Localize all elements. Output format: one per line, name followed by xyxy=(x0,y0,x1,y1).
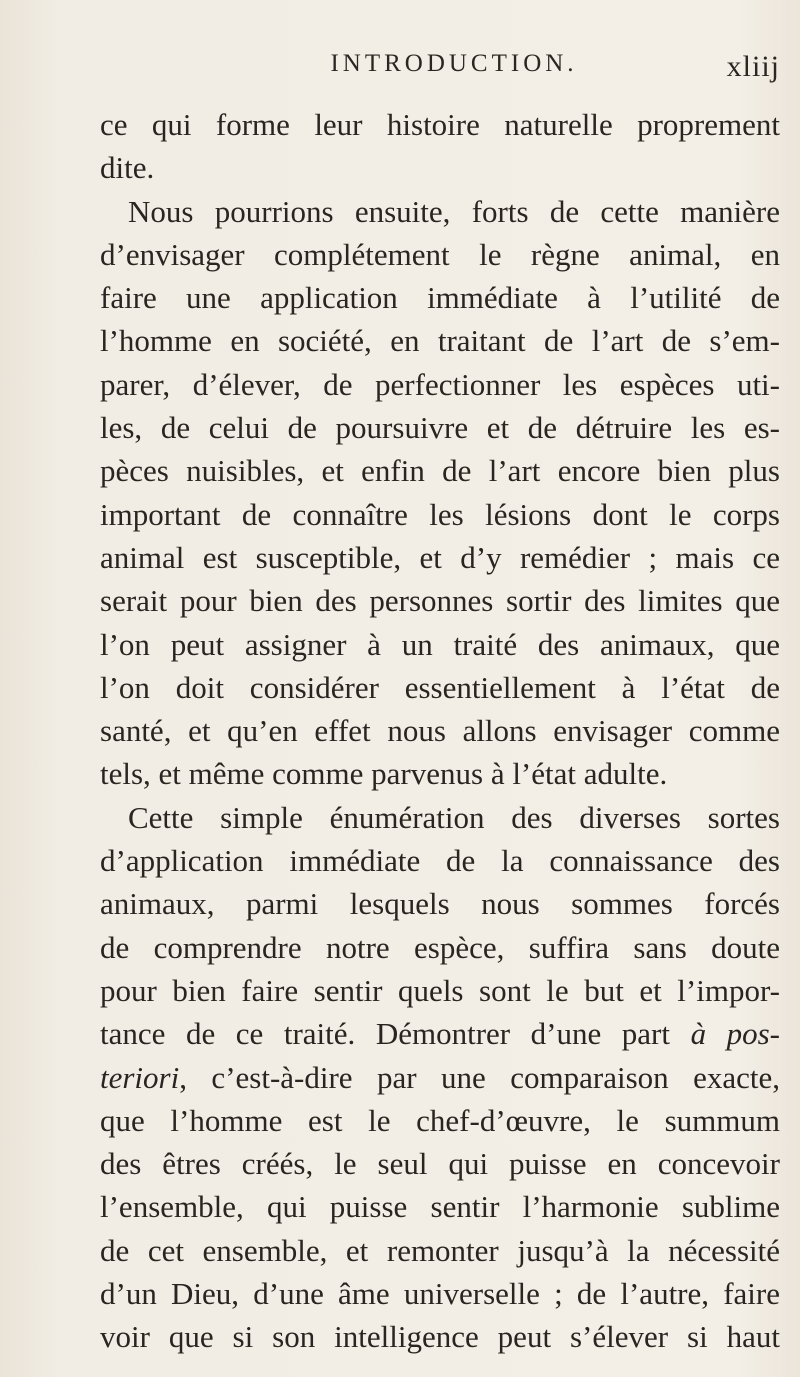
text-line: faire une application immédiate à l’utilité de xyxy=(100,280,780,316)
text-line: d’application immédiate de la connaissance des xyxy=(100,843,780,879)
text-line: dite. xyxy=(100,150,155,186)
page-number: xliij xyxy=(726,50,780,83)
running-title: INTRODUCTION. xyxy=(330,50,578,77)
text-line: de comprendre notre espèce, suffira sans doute xyxy=(100,929,780,965)
text-line: ce qui forme leur histoire naturelle proprement xyxy=(100,107,780,142)
text-line: les, de celui de poursuivre et de détruire les es- xyxy=(100,410,780,446)
text-line: santé, et qu’en effet nous allons envisager comme xyxy=(100,713,780,749)
text-line: Cette simple énumération des diverses sortes xyxy=(128,799,780,835)
text-line: serait pour bien des personnes sortir des limites que xyxy=(100,583,780,619)
text-line: parer, d’élever, de perfectionner les espèces uti- xyxy=(100,366,780,402)
text-line-with-italic xyxy=(100,1012,780,1055)
italic-phrase-end: teriori xyxy=(100,1059,180,1095)
running-head xyxy=(100,50,780,90)
body-text xyxy=(100,103,780,1359)
text-line: Nous pourrions ensuite, forts de cette manière xyxy=(128,193,780,229)
text-line: tels, et même comme parvenus à l’état adulte. xyxy=(100,756,668,792)
text-line: pèces nuisibles, et enfin de l’art encore bien plus xyxy=(100,453,780,489)
text-line-with-italic xyxy=(100,1056,780,1099)
text-line-start: tance de ce traité. Démontrer d’une part xyxy=(100,1016,670,1052)
text-line: d’envisager complétement le règne animal, en xyxy=(100,236,780,272)
italic-phrase-start: à pos- xyxy=(690,1016,780,1052)
text-line: animaux, parmi lesquels nous sommes forcés xyxy=(100,886,780,922)
text-line: l’ensemble, qui puisse sentir l’harmonie sublime xyxy=(100,1189,780,1225)
text-line: animal est susceptible, et d’y remédier ; mais ce xyxy=(100,539,780,575)
text-line: important de connaître les lésions dont le corps xyxy=(100,496,780,532)
text-line-rest: , c’est-à-dire par une comparaison exacte, xyxy=(179,1059,780,1095)
text-line: l’homme en société, en traitant de l’art de s’em- xyxy=(100,323,780,359)
text-line: de cet ensemble, et remonter jusqu’à la nécessité xyxy=(100,1232,780,1268)
text-line: des êtres créés, le seul qui puisse en concevoir xyxy=(100,1146,780,1182)
text-line: que l’homme est le chef-d’œuvre, le summum xyxy=(100,1102,780,1138)
text-line: d’un Dieu, d’une âme universelle ; de l’autre, faire xyxy=(100,1276,780,1312)
text-line: l’on doit considérer essentiellement à l’état de xyxy=(100,669,780,705)
text-line: voir que si son intelligence peut s’élever si haut xyxy=(100,1319,780,1355)
text-line: pour bien faire sentir quels sont le but et l’impor- xyxy=(100,972,780,1008)
text-line: l’on peut assigner à un traité des animaux, que xyxy=(100,626,780,662)
